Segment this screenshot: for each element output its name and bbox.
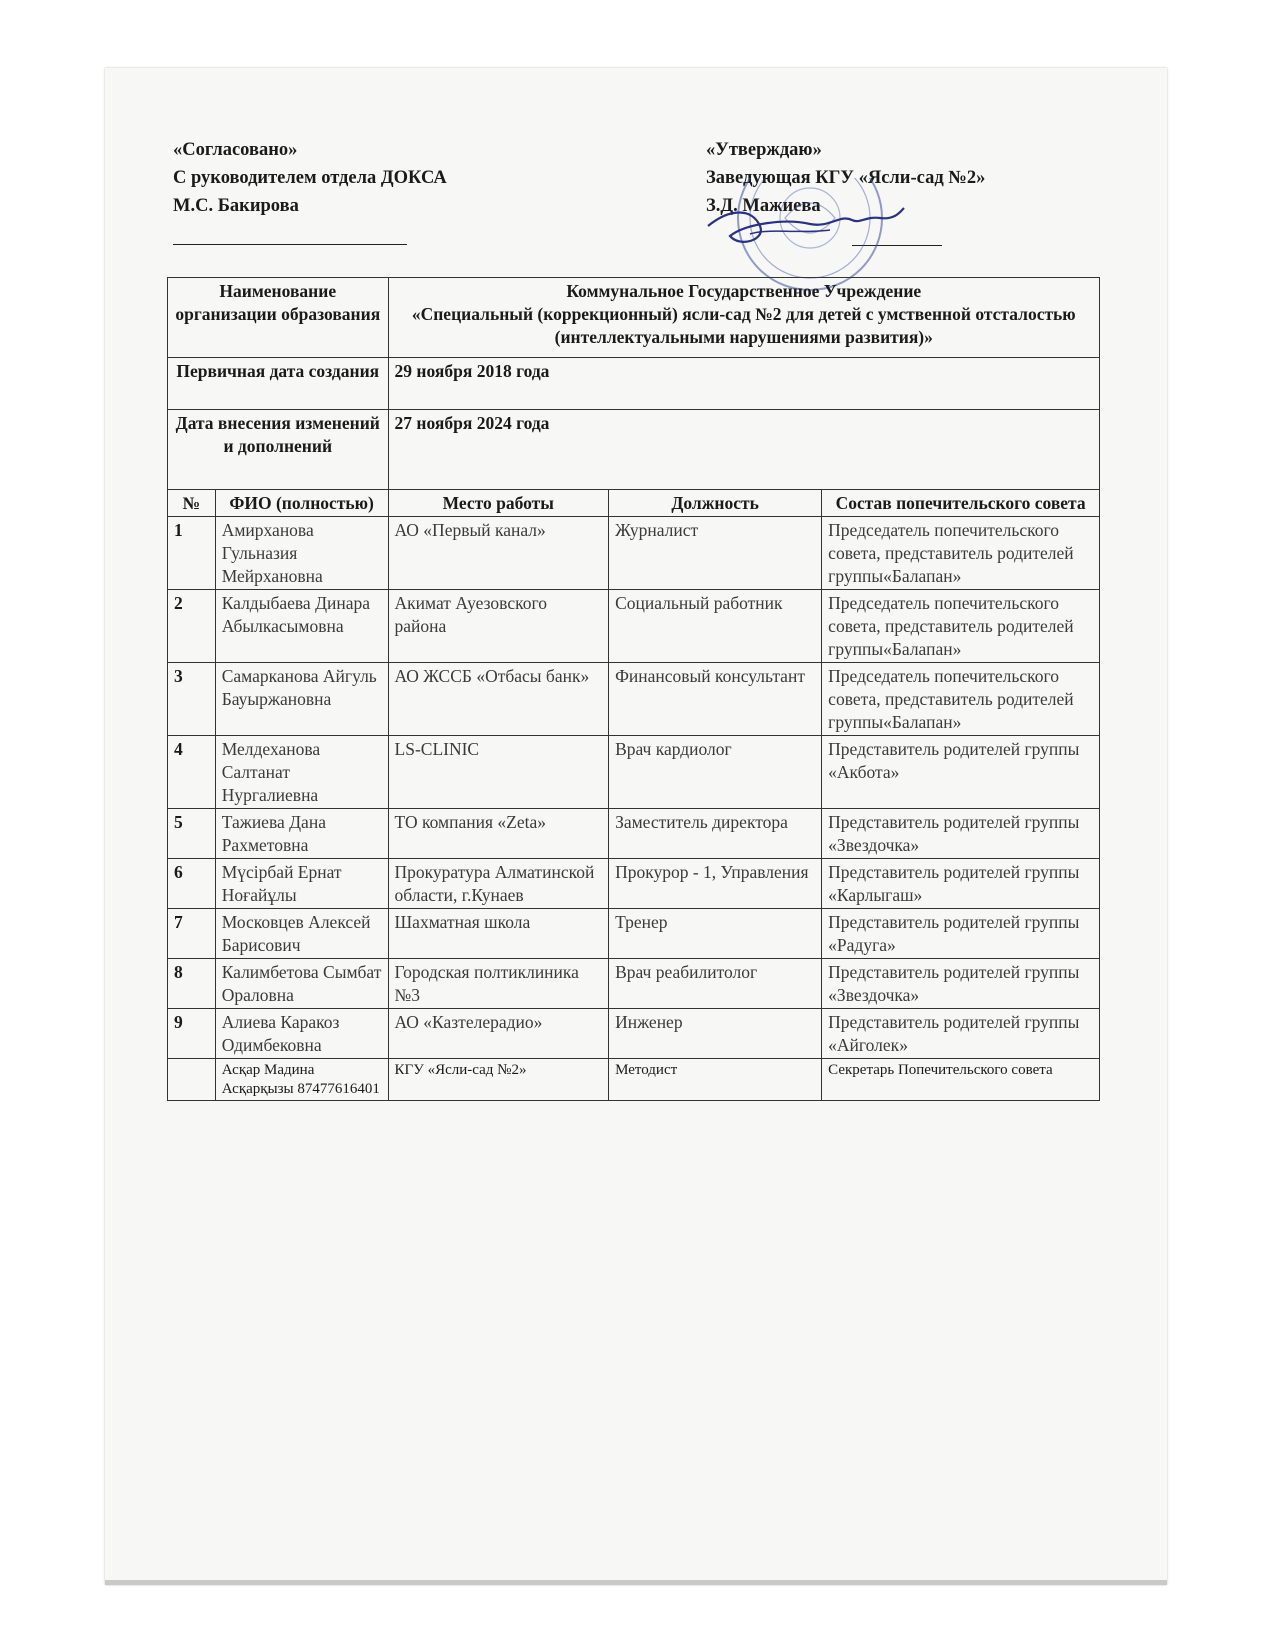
row-position: Инженер — [609, 1009, 822, 1059]
row-num: 6 — [168, 859, 216, 909]
row-role: Представитель родителей группы «Акбота» — [822, 736, 1100, 809]
col-header-num: № — [168, 490, 216, 517]
row-work: АО «Первый канал» — [388, 517, 609, 590]
row-name: Самарканова Айгуль Бауыржановна — [215, 663, 388, 736]
row-name: Калимбетова Сымбат Ораловна — [215, 959, 388, 1009]
secretary-row — [168, 1059, 1100, 1101]
approve-name: З.Д. Мажиева — [706, 196, 821, 216]
row-role: Председатель попечительского совета, представитель родителей группы«Балапан» — [822, 590, 1100, 663]
row-position: Прокурор - 1, Управления — [609, 859, 822, 909]
row-role: Председатель попечительского совета, представитель родителей группы«Балапан» — [822, 663, 1100, 736]
changed-label: Дата внесения изменений и дополнений — [168, 410, 389, 490]
row-role: Представитель родителей группы «Радуга» — [822, 909, 1100, 959]
row-role: Представитель родителей группы «Айголек» — [822, 1009, 1100, 1059]
row-num: 8 — [168, 959, 216, 1009]
col-header-role: Состав попечительского совета — [822, 490, 1100, 517]
table-row — [168, 809, 1100, 859]
secretary-position: Методист — [609, 1059, 822, 1101]
row-position: Врач реабилитолог — [609, 959, 822, 1009]
row-name: Московцев Алексей Барисович — [215, 909, 388, 959]
row-role: Председатель попечительского совета, представитель родителей группы«Балапан» — [822, 517, 1100, 590]
row-work: Акимат Ауезовского района — [388, 590, 609, 663]
row-name: Мелдеханова Салтанат Нургалиевна — [215, 736, 388, 809]
table-row — [168, 1009, 1100, 1059]
agreed-with: С руководителем отдела ДОКСА — [173, 168, 447, 188]
col-header-position: Должность — [609, 490, 822, 517]
col-header-name: ФИО (полностью) — [215, 490, 388, 517]
row-name: Калдыбаева Динара Абылкасымовна — [215, 590, 388, 663]
row-role: Представитель родителей группы «Звездочка» — [822, 809, 1100, 859]
table-row — [168, 859, 1100, 909]
signature-line-left — [173, 244, 407, 245]
row-name: Мүсірбай Ернат Ноғайұлы — [215, 859, 388, 909]
agreement-block — [173, 136, 447, 220]
secretary-role: Секретарь Попечительского совета — [822, 1059, 1100, 1101]
row-work: LS-CLINIC — [388, 736, 609, 809]
row-num: 7 — [168, 909, 216, 959]
agreed-label: «Согласовано» — [173, 140, 298, 160]
row-num: 1 — [168, 517, 216, 590]
org-row — [168, 278, 1100, 358]
row-position: Тренер — [609, 909, 822, 959]
created-row — [168, 358, 1100, 410]
row-position: Заместитель директора — [609, 809, 822, 859]
row-work: Городская полтиклиника №3 — [388, 959, 609, 1009]
row-name: Амирханова Гульназия Мейрхановна — [215, 517, 388, 590]
secretary-work: КГУ «Ясли-сад №2» — [388, 1059, 609, 1101]
column-header-row — [168, 490, 1100, 517]
table-row — [168, 517, 1100, 590]
secretary-name: Асқар Мадина Асқарқызы 87477616401 — [215, 1059, 388, 1101]
row-position: Врач кардиолог — [609, 736, 822, 809]
changed-row — [168, 410, 1100, 490]
trustee-council-table — [167, 277, 1100, 1101]
table-row — [168, 590, 1100, 663]
table-row — [168, 909, 1100, 959]
row-num: 2 — [168, 590, 216, 663]
col-header-work: Место работы — [388, 490, 609, 517]
created-label: Первичная дата создания — [168, 358, 389, 410]
row-name: Тажиева Дана Рахметовна — [215, 809, 388, 859]
approve-position: Заведующая КГУ «Ясли-сад №2» — [706, 168, 986, 188]
row-num: 9 — [168, 1009, 216, 1059]
row-name: Алиева Каракоз Одимбековна — [215, 1009, 388, 1059]
row-work: Прокуратура Алматинской области, г.Кунаев — [388, 859, 609, 909]
table-row — [168, 959, 1100, 1009]
org-value-line1: Коммунальное Государственное Учреждение — [566, 281, 922, 301]
row-num: 4 — [168, 736, 216, 809]
row-position: Финансовый консультант — [609, 663, 822, 736]
agreed-name: М.С. Бакирова — [173, 196, 299, 216]
secretary-num — [168, 1059, 216, 1101]
created-value: 29 ноября 2018 года — [388, 358, 1099, 410]
org-value — [388, 278, 1099, 358]
row-work: АО ЖССБ «Отбасы банк» — [388, 663, 609, 736]
row-role: Представитель родителей группы «Карлыгаш» — [822, 859, 1100, 909]
row-num: 5 — [168, 809, 216, 859]
org-label: Наименование организации образования — [168, 278, 389, 358]
row-work: АО «Казтелерадио» — [388, 1009, 609, 1059]
row-work: Шахматная школа — [388, 909, 609, 959]
row-position: Социальный работник — [609, 590, 822, 663]
changed-value: 27 ноября 2024 года — [388, 410, 1099, 490]
table-row — [168, 736, 1100, 809]
table-row — [168, 663, 1100, 736]
row-work: ТО компания «Zeta» — [388, 809, 609, 859]
row-position: Журналист — [609, 517, 822, 590]
row-role: Представитель родителей группы «Звездочка» — [822, 959, 1100, 1009]
org-value-line2: «Специальный (коррекционный) ясли-сад №2 для детей с умственной отсталостью (интеллектуальными нарушениями развития)» — [411, 304, 1076, 347]
approve-label: «Утверждаю» — [706, 140, 822, 160]
row-num: 3 — [168, 663, 216, 736]
